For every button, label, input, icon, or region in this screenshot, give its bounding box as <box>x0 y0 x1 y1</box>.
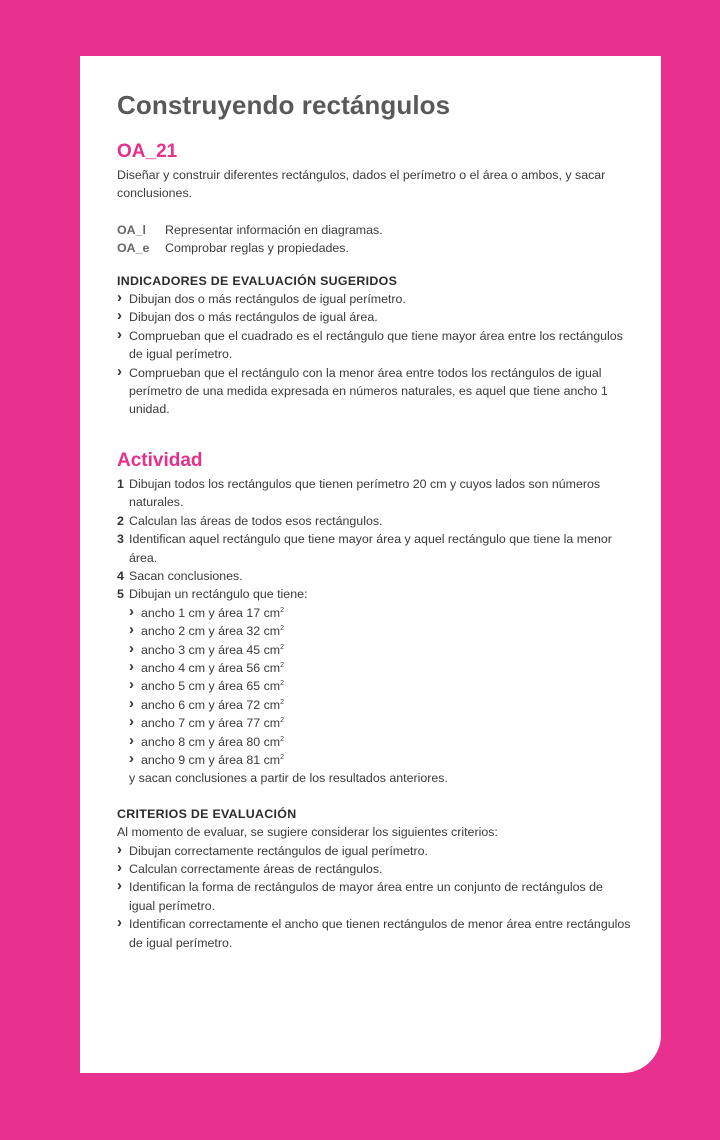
indicator-item: › Dibujan dos o más rectángulos de igual perímetro. <box>117 290 631 308</box>
page-title: Construyendo rectángulos <box>117 90 451 120</box>
step-text: Identifican aquel rectángulo que tiene mayor área y aquel rectángulo que tiene la menor área. <box>129 532 612 565</box>
activity-steps <box>117 475 631 604</box>
rectangle-item: › ancho 3 cm y área 45 $cm^2$ <box>129 641 631 659</box>
activity-closing: y sacan conclusiones a partir de los resultados anteriores. <box>129 771 448 786</box>
rectangle-item: › ancho 1 cm y área 17 $cm^2$ <box>129 604 631 622</box>
activity-heading: Actividad <box>117 449 203 471</box>
skill-row <box>117 221 631 239</box>
rectangle-item: › ancho 4 cm y área 56 $cm^2$ <box>129 659 631 677</box>
criteria-item: › Calculan correctamente áreas de rectángulos. <box>117 860 631 878</box>
step-text: Calculan las áreas de todos esos rectángulos. <box>129 513 383 528</box>
oa-description: Diseñar y construir diferentes rectángulos, dados el perímetro o el área o ambos, y sacar conclusiones. <box>117 168 606 201</box>
step-number: 3 <box>117 532 124 547</box>
step-text: Dibujan un rectángulo que tiene: <box>129 587 308 602</box>
step-number: 2 <box>117 513 124 528</box>
document-page <box>80 56 661 1073</box>
criteria-item: › Identifican correctamente el ancho que tienen rectángulos de menor área entre rectángulos de igual perímetro. <box>117 915 631 952</box>
skill-code: OA_l <box>117 222 146 237</box>
oa-code: OA_21 <box>117 141 178 162</box>
activity-step <box>117 567 631 585</box>
step-number: 1 <box>117 476 124 491</box>
rectangle-list <box>117 604 631 770</box>
rectangle-item: › ancho 6 cm y área 72 $cm^2$ <box>129 696 631 714</box>
step-number: 4 <box>117 568 124 583</box>
skill-text: Comprobar reglas y propiedades. <box>165 241 349 256</box>
criteria-heading: CRITERIOS DE EVALUACIÓN <box>117 806 297 821</box>
skill-code: OA_e <box>117 241 150 256</box>
criteria-item: › Dibujan correctamente rectángulos de igual perímetro. <box>117 842 631 860</box>
activity-step <box>117 585 631 603</box>
indicators-list <box>117 290 631 419</box>
activity-step <box>117 530 631 567</box>
rectangle-item: › ancho 7 cm y área 77 $cm^2$ <box>129 714 631 732</box>
skill-row <box>117 239 631 257</box>
rectangle-item: › ancho 9 cm y área 81 $cm^2$ <box>129 751 631 769</box>
activity-step <box>117 475 631 512</box>
rectangle-item: › ancho 5 cm y área 65 $cm^2$ <box>129 677 631 695</box>
criteria-intro: Al momento de evaluar, se sugiere considerar los siguientes criterios: <box>117 825 498 840</box>
indicator-item: › Comprueban que el cuadrado es el rectángulo que tiene mayor área entre los rectángulos de igual perímetro. <box>117 327 631 364</box>
step-number: 5 <box>117 587 124 602</box>
indicator-item: › Comprueban que el rectángulo con la menor área entre todos los rectángulos de igual perímetro de una medida expresada en números naturales, es aquel que tiene ancho 1 unidad. <box>117 364 631 419</box>
indicators-heading: INDICADORES DE EVALUACIÓN SUGERIDOS <box>117 273 398 288</box>
skill-text: Representar información en diagramas. <box>165 222 383 237</box>
step-text: Sacan conclusiones. <box>129 568 243 583</box>
criteria-list <box>117 842 631 952</box>
step-text: Dibujan todos los rectángulos que tienen perímetro 20 cm y cuyos lados son números naturales. <box>129 476 601 510</box>
rectangle-item: › ancho 2 cm y área 32 $cm^2$ <box>129 622 631 640</box>
criteria-item: › Identifican la forma de rectángulos de mayor área entre un conjunto de rectángulos de igual perímetro. <box>117 878 631 915</box>
rectangle-item: › ancho 8 cm y área 80 $cm^2$ <box>129 733 631 751</box>
indicator-item: › Dibujan dos o más rectángulos de igual área. <box>117 308 631 326</box>
activity-step <box>117 512 631 530</box>
